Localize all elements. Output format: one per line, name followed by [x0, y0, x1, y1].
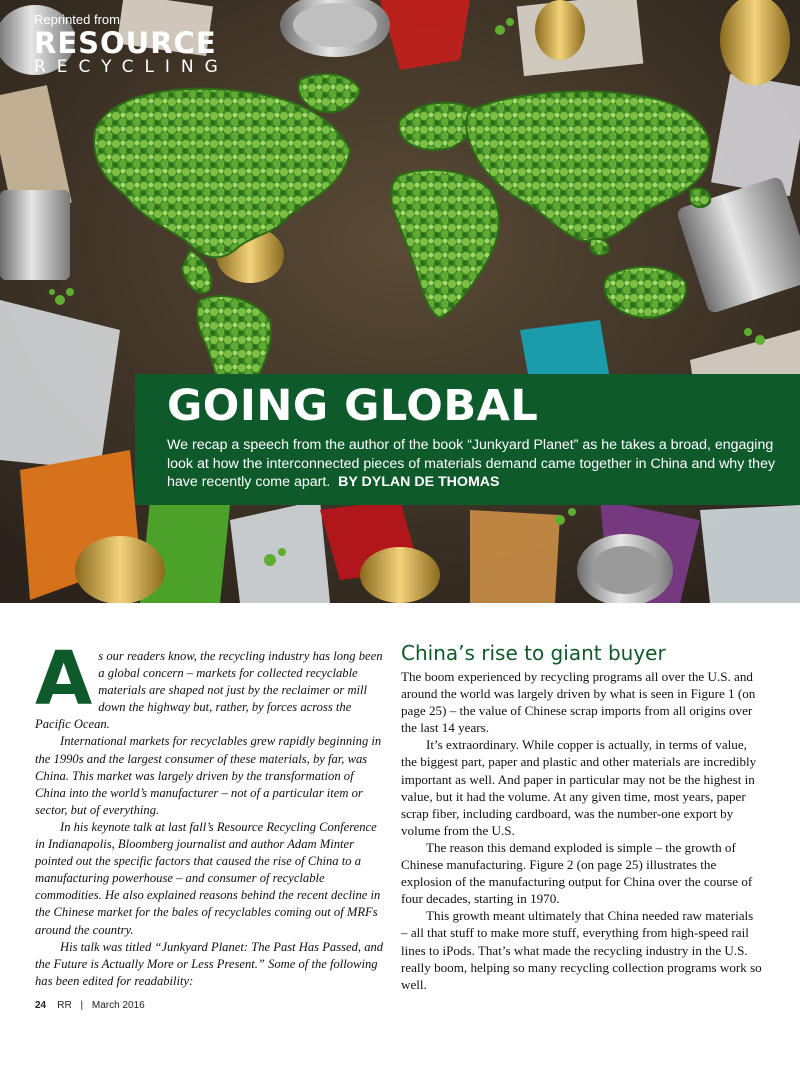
publication-logo-line1: RESOURCE [34, 26, 217, 60]
title-banner [135, 374, 800, 505]
article-title: GOING GLOBAL [167, 381, 539, 431]
reprint-label: Reprinted from [34, 12, 120, 27]
body-paragraph: The boom experienced by recycling programs all over the U.S. and around the world was largely driven by what is seen in Figure 1 (on page 25) – the value of Chinese scrap imports from all origins over the last 14 years. [401, 669, 756, 736]
page-footer [35, 1000, 145, 1011]
footer-separator: | [80, 1000, 84, 1011]
body-paragraph: His talk was titled “Junkyard Planet: The Past Has Passed, and the Future is Actually More or Less Present.” Some of the following has been edited for readability: [35, 939, 384, 988]
body-paragraph: This growth meant ultimately that China needed raw materials – all that stuff to make more stuff, everything from high-speed rail lines to iPods. That’s what made the recycling industry in the U.S. really boom, helping so many recycling collection programs work so well. [401, 908, 762, 992]
intro-paragraph-text: s our readers know, the recycling industry has long been a global concern – markets for collected recyclable materials are shaped not just by the reclaimer or mill down the highway but, rather, by forces across the Pacific Ocean. [35, 649, 383, 732]
dek-text: We recap a speech from the author of the book “Junkyard Planet” as he takes a broad, engaging look at how the interconnected pieces of materials demand came together in China and why they have recently come apart. [167, 437, 776, 490]
body-paragraph: It’s extraordinary. While copper is actually, in terms of value, the biggest part, paper and plastic and other materials are incredibly important as well. And paper in particular may not be the highest in value, but it had the volume. At any given time, most years, paper scrap fiber, including cardboard, was the number-one export by volume from the U.S. [401, 737, 757, 838]
publication-abbrev: RR [57, 1000, 72, 1011]
issue-date: March 2016 [91, 1000, 145, 1011]
masthead [34, 12, 229, 76]
body-column [401, 640, 763, 993]
article-dek [167, 436, 787, 492]
body-paragraph: The reason this demand exploded is simple – the growth of Chinese manufacturing. Figure 2 (on page 25) illustrates the explosion of the manufacturing output for China over the course of four decades, starting in 1970. [401, 839, 753, 907]
section-heading: China’s rise to giant buyer [401, 641, 666, 665]
drop-cap: A [35, 636, 93, 722]
intro-column [35, 636, 385, 990]
page-number: 24 [35, 1000, 47, 1011]
publication-logo-line2: RECYCLING [34, 57, 229, 77]
body-paragraph: In his keynote talk at last fall’s Resource Recycling Conference in Indianapolis, Bloomberg journalist and author Adam Minter pointed out the specific factors that caused the rise of China to a manufacturing powerhouse – and consumer of recyclable commodities. He also explained reasons behind the recent decline in the Chinese market for the bales of recyclables coming out of MRFs around the country. [35, 819, 381, 937]
article-byline: BY DYLAN DE THOMAS [338, 474, 500, 490]
body-paragraph: International markets for recyclables grew rapidly beginning in the 1990s and the largest consumer of these materials, by far, was China. This market was largely driven by the transformation of China into the world’s manufacturer – not of a particular item or sector, but of everything. [35, 734, 382, 817]
intro-paragraph [35, 636, 385, 733]
